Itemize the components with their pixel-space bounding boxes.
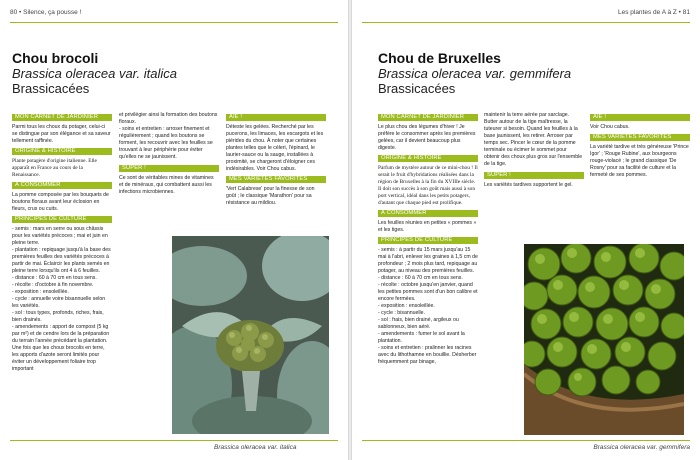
varietes-heading: MES VARIÉTÉS FAVORITES [590,134,690,141]
culture-text: - semis : à partir du 15 mars jusqu'au 15 mai à l'abri, enlever les graines à 1,5 cm de profondeur ; 2 mois plus tard, repiquage au potager, au niveau des premières feuilles. - distance : 60 à 70 cm en tous sens. - récolte : octobre jusqu'en janvier, quand les petites pommes sont d'un bon calibre et encore fermées. - exposition : ensoleillée. - cycle : bisannuelle. - sol : frais, bien drainé, argileux ou sablonneux, bien aéré. - amendements : fumer le sol avant la plantation. - soins et entretien : pralinner les racines avec du lithothamne en bouillie. Désherber fréquemment par binage, [378,247,478,365]
super-heading: SUPER ! [484,172,584,179]
page-title: Chou de Bruxelles [378,50,501,66]
varietes-text: La variété tardive et très généreuse 'Prince Igor' ; 'Rouge Rubine', aux bourgeons rouge-violacé ; le grand classique 'De Rosny' pour sa facilité de culture et la fermeté de ses pommes. [590,144,689,178]
broccoli-photo [172,236,329,434]
page-number: 81 [682,9,690,16]
plant-family: Brassicacées [12,81,90,96]
running-head-text: Silence, ça pousse ! [23,9,82,16]
right-page [352,0,700,460]
left-page [0,0,348,460]
page-title: Chou brocoli [12,50,99,66]
header-rule [362,22,690,23]
culture-text: - semis : mars en serre ou sous châssis pour les variétés précoces ; mai et juin en pleine terre. - plantation : repiquage jusqu'à la base des premières feuilles des variétés précoces à partir de mai. Éclaircir les plants semés en pleine terre lorsqu'ils ont 4 à 6 feuilles. - distance : 60 à 70 cm en tous sens. - récolte : d'octobre à fin novembre. - exposition : ensoleillée. - cycle : annuelle voire bisannuelle selon les variétés. - sol : tous types, profonds, riches, frais, bien drainés. - amendements : apport de compost (5 kg par m²) et de cendre lors de la préparation du terrain l'année précédant la plantation. Une fois que les choux brocolis en terre, les apports d'azote seront limités pour éviter un développement foliaire trop important [12,226,111,372]
aie-heading: AÏE ! [226,114,326,121]
running-head-right: Les plantes de A à Z • 81 [617,9,690,16]
aie-text: Voir Chou cabus. [590,124,630,130]
origine-heading: ORIGINE & HISTOIRE [378,155,478,162]
consommer-text: La pomme composée par les bouquets de boutons floraux avant leur éclosion en fleurs, crus ou cuits. [12,192,109,212]
carnet-text: Parmi tous les choux du potager, celui-ci se distingue par son élégance et sa saveur tellement raffinée. [12,124,111,144]
consommer-heading: À CONSOMMER [378,210,478,217]
super-text: Les variétés tardives supportent le gel. [484,182,573,188]
aie-heading: AÏE ! [590,114,690,121]
carnet-heading: MON CARNET DE JARDINIER [12,114,112,121]
column-1 [378,112,478,369]
page-number: 80 [10,9,18,16]
footer-rule [362,440,690,441]
consommer-heading: À CONSOMMER [12,182,112,189]
photo-caption: Brassica oleracea var. italica [214,444,297,451]
origine-heading: ORIGINE & HISTOIRE [12,148,112,155]
latin-name: Brassica oleracea var. italica [12,66,177,81]
aie-text: Déteste les gelées. Recherché par les pucerons, les limaces, les escargots et les piérides du chou. À noter que certaines plantes telles que le céleri, l'épinard, le laurier-sauce ou la sauge, installées à proximité, se chargeront d'éloigner ces indésirables. Voir Chou cabus. [226,124,324,172]
varietes-text: 'Vert Calabrese' pour la finesse de son goût ; le classique 'Marathon' pour sa résistance au mildiou. [226,186,315,206]
origine-text: Plante potagère d'origine italienne. Elle apparaît en France au cours de la Renaissance. [12,158,97,178]
carnet-heading: MON CARNET DE JARDINIER [378,114,478,121]
super-heading: SUPER ! [119,165,219,172]
header-rule [10,22,338,23]
origine-text: Parfum de mystère autour de ce mini-chou ! Il serait le fruit d'hybridations réalisées dans la région de Bruxelles à la fin du XVIIIe siècle. Il doit son succès à son goût mais aussi à son port vertical, idéal dans les petits potagers, d'autant que chaque pied est prolifique. [378,165,478,206]
column-2-text: maintenir la terre aérée par sarclage. Butter autour de la tige maîtresse, la tuteurer si besoin. Quand les feuilles à la base jaunissent, les retirer. Arroser par temps sec. Pincer le cœur de la pomme terminale ou écimer le sommet pour obtenir des choux plus gros sur l'ensemble de la tige. [484,112,583,167]
column-3 [226,112,326,210]
super-text: Ce sont de véritables mines de vitamines et de minéraux, qui combattent aussi les infections microbiennes. [119,175,214,195]
column-1 [12,112,112,376]
column-2 [119,112,219,199]
brussels-sprouts-photo [524,244,684,435]
column-3 [590,112,690,182]
running-head-left: 80 • Silence, ça pousse ! [10,9,82,16]
column-2-text: et privilégier ainsi la formation des boutons floraux. - soins et entretien : arroser finement et régulièrement ; quand les boutons se forment, les recouvrir avec les feuilles se trouvant à leur périphérie pour éviter qu'elles ne se jaunissent. [119,112,218,160]
running-head-text: Les plantes de A à Z [617,9,677,16]
carnet-text: Le plus chou des légumes d'hiver ! Je préfère le consommer après les premières gelées, car il devient beaucoup plus digeste. [378,124,476,151]
photo-caption: Brassica oleracea var. gemmifera [593,444,690,451]
culture-heading: PRINCIPES DE CULTURE [12,216,112,223]
culture-heading: PRINCIPES DE CULTURE [378,237,478,244]
column-2 [484,112,584,192]
latin-name: Brassica oleracea var. gemmifera [378,66,572,81]
varietes-heading: MES VARIÉTÉS FAVORITES [226,176,326,183]
footer-rule [10,440,338,441]
plant-family: Brassicacées [378,81,456,96]
consommer-text: Les feuilles réunies en petites « pommes » et les tiges. [378,220,477,233]
